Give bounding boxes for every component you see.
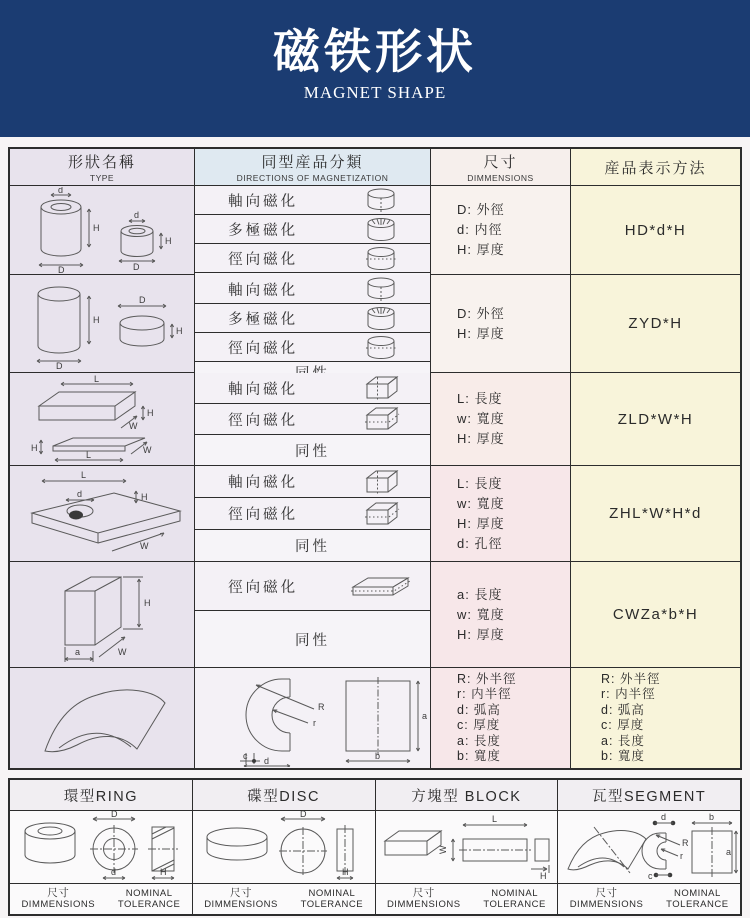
- magnetization-option: [195, 215, 430, 244]
- magnetization-label: 軸向磁化: [228, 381, 299, 398]
- block-views-diagram: [377, 811, 555, 883]
- magnetization-option: [195, 466, 430, 498]
- dimension-line: d: 弧高: [601, 702, 645, 717]
- dim-label-d: d: [77, 489, 83, 499]
- dim-label-b: b: [374, 751, 380, 761]
- size-label-en: DIMMENSIONS: [386, 899, 461, 910]
- dimension-line: b: 寬度: [457, 749, 501, 763]
- magnetization-label: 軸向磁化: [228, 475, 299, 491]
- size-label-en: DIMMENSIONS: [21, 899, 96, 910]
- dim-label-H: H: [141, 492, 148, 502]
- magnetization-option: [195, 530, 430, 561]
- magnetization-option: [195, 333, 430, 362]
- dim-label-d: d: [134, 210, 140, 220]
- product-code: ZHL*W*H*d: [609, 505, 702, 522]
- dimension-line: a: 長度: [457, 586, 503, 602]
- block-with-hole-diagram: [14, 467, 190, 560]
- size-label-zh: 尺寸: [47, 887, 70, 899]
- dim-label-R: R: [682, 838, 689, 848]
- dim-label-r: r: [312, 718, 316, 728]
- magnetization-label: 多極磁化: [228, 222, 299, 239]
- dimension-line: H: 厚度: [457, 515, 505, 531]
- magnetization-option: [195, 304, 430, 333]
- header-disc: 碟型DISC: [192, 780, 375, 810]
- dimension-line: r: 内半徑: [601, 687, 656, 701]
- dimension-line: r: 内半徑: [457, 687, 512, 701]
- size-label-zh: 尺寸: [412, 887, 435, 899]
- radial-block-icon: [331, 500, 430, 528]
- dimension-line: d: 弧高: [457, 702, 501, 717]
- dimension-line: H: 厚度: [457, 626, 505, 642]
- dim-label-H: H: [165, 236, 172, 246]
- flat-block-magnetization-cell: [194, 373, 430, 465]
- dimension-line: d: 孔徑: [457, 535, 503, 551]
- radial-cylinder-icon: [331, 333, 430, 361]
- cylinder-diagram: [15, 276, 189, 371]
- dim-label-H: H: [31, 443, 38, 453]
- shape-family-table: [8, 778, 742, 916]
- axial-cylinder-icon: [331, 275, 430, 303]
- header-block: 方塊型 BLOCK: [375, 780, 558, 810]
- tall-block-code-cell: [570, 562, 740, 667]
- disc-footer-cell: [192, 884, 375, 914]
- dimension-line: c: 厚度: [457, 718, 501, 732]
- product-code: ZYD*H: [628, 315, 683, 332]
- dim-label-H: H: [540, 871, 547, 881]
- ring-diagram: [15, 187, 189, 273]
- product-code: ZLD*W*H: [617, 410, 694, 428]
- size-label: [387, 888, 461, 910]
- ring-views-cell: [10, 811, 192, 883]
- magnetization-label: 同性: [295, 539, 330, 555]
- dim-label-c: c: [242, 751, 247, 761]
- ring-footer-cell: [10, 884, 192, 914]
- dim-label-a: a: [75, 647, 81, 657]
- dim-label-a: a: [726, 847, 732, 857]
- size-label: [204, 888, 278, 910]
- tolerance-label: [301, 888, 363, 910]
- table-row-segment: [10, 667, 740, 768]
- block-views-cell: [375, 811, 558, 883]
- size-label: [570, 888, 644, 910]
- dimension-line: R: 外半徑: [457, 671, 517, 686]
- segment-tile-diagram: [15, 669, 189, 767]
- segment-dimensions-cell: [430, 668, 570, 768]
- magnetization-option: [195, 562, 430, 611]
- axial-block-icon: [331, 468, 430, 496]
- shape-family-header-row: [10, 780, 740, 811]
- tall-block-magnetization-cell: [194, 562, 430, 667]
- header-type: [10, 149, 194, 185]
- flat-block-diagram: [15, 374, 189, 464]
- segment-shape-drawing: [10, 668, 194, 768]
- ring-dimensions-cell: [430, 186, 570, 274]
- tall-block-shape-drawing: [10, 562, 194, 667]
- magnetization-option: [195, 275, 430, 304]
- multipole-cylinder-icon: [331, 304, 430, 332]
- tolerance-label-line2: TOLERANCE: [483, 899, 546, 910]
- dimension-line: D: 外徑: [457, 202, 505, 217]
- magnetization-label: 徑向磁化: [228, 412, 299, 429]
- magnetization-label: 多極磁化: [228, 311, 299, 328]
- dimension-line: a: 長度: [601, 733, 645, 748]
- tall-block-dimensions-cell: [430, 562, 570, 667]
- tolerance-label: [666, 888, 728, 910]
- table-row-ring: [10, 185, 740, 274]
- size-label-en: DIMMENSIONS: [204, 899, 278, 910]
- dim-label-D: D: [133, 262, 140, 272]
- magnetization-label: 同性: [295, 443, 330, 460]
- dim-label-W: W: [438, 845, 449, 854]
- segment-views-diagram: [560, 811, 738, 883]
- radial-slab-icon: [331, 572, 430, 600]
- magnet-shape-table: [8, 147, 742, 770]
- magnetization-option: [195, 186, 430, 215]
- segment-section-diagram: [196, 669, 430, 767]
- table-row-flat-block: [10, 372, 740, 465]
- tall-block-diagram: [15, 563, 189, 666]
- table-row-tall-block: [10, 561, 740, 667]
- dim-label-r: r: [680, 851, 684, 861]
- dimension-line: H: 厚度: [457, 242, 505, 257]
- dimension-line: a: 長度: [457, 733, 501, 748]
- header-product-code: [570, 149, 740, 185]
- tolerance-label-line2: TOLERANCE: [666, 899, 729, 910]
- block-with-hole-magnetization-cell: [194, 466, 430, 561]
- magnetization-option: [195, 611, 430, 667]
- tolerance-label: [483, 888, 545, 910]
- page-subtitle: MAGNET SHAPE: [303, 82, 447, 102]
- header-dimensions-en: DIMMENSIONS: [467, 173, 534, 183]
- dim-label-W: W: [129, 421, 138, 431]
- block-with-hole-dimensions-cell: [430, 466, 570, 561]
- dim-label-H: H: [176, 326, 183, 336]
- shape-family-drawings-row: [10, 811, 740, 883]
- tolerance-label-line1: NOMINAL: [125, 888, 173, 899]
- dim-label-H: H: [159, 867, 167, 877]
- dimension-line: D: 外徑: [457, 305, 505, 321]
- tolerance-label-line2: TOLERANCE: [300, 899, 364, 910]
- tolerance-label-line1: NOMINAL: [491, 888, 538, 899]
- header-segment: 瓦型SEGMENT: [557, 780, 740, 810]
- cylinder-shape-drawing: [10, 275, 194, 372]
- block-with-hole-shape-drawing: [10, 466, 194, 561]
- dim-label-D: D: [56, 361, 63, 371]
- dim-label-d: d: [110, 867, 116, 877]
- size-label: [21, 888, 95, 910]
- header-dimensions-zh: 尺寸: [483, 154, 518, 171]
- cylinder-magnetization-cell: [194, 275, 430, 372]
- dim-label-a: a: [421, 711, 427, 721]
- block-footer-cell: [375, 884, 558, 914]
- dim-label-c: c: [648, 871, 653, 881]
- page-title: 磁铁形状: [273, 25, 477, 78]
- cylinder-code-cell: [570, 275, 740, 372]
- axial-block-icon: [331, 374, 430, 402]
- header-magnetization: [194, 149, 430, 185]
- magnetization-label: 徑向磁化: [228, 579, 299, 596]
- dim-label-H: H: [144, 598, 151, 608]
- size-label-zh: 尺寸: [595, 887, 618, 899]
- header-dimensions: [430, 149, 570, 185]
- dim-label-D: D: [110, 811, 118, 819]
- magnetization-option: [195, 498, 430, 530]
- magnetization-label: 徑向磁化: [228, 340, 299, 357]
- dim-label-H: H: [93, 223, 100, 233]
- header-type-en: TYPE: [89, 173, 115, 183]
- dim-label-d: d: [661, 812, 667, 822]
- block-with-hole-code-cell: [570, 466, 740, 561]
- segment-footer-cell: [557, 884, 740, 914]
- dim-label-D: D: [139, 295, 146, 305]
- dimension-line: L: 長度: [457, 391, 503, 406]
- product-code: HD*d*H: [624, 221, 687, 239]
- dim-label-d: d: [58, 187, 64, 195]
- dim-label-b: b: [709, 812, 715, 822]
- magnetization-label: 同性: [295, 632, 330, 649]
- header-ring: 環型RING: [10, 780, 192, 810]
- header-product-code-zh: 産品表示方法: [604, 159, 707, 177]
- shape-family-footer-row: [10, 883, 740, 914]
- dim-label-L: L: [86, 450, 92, 460]
- dimension-line: H: 厚度: [457, 325, 505, 341]
- magnetization-option: [195, 373, 430, 404]
- segment-section-diagram-cell: [195, 668, 430, 768]
- tolerance-label-line1: NOMINAL: [308, 888, 356, 899]
- dim-label-d: d: [263, 756, 269, 766]
- size-label-zh: 尺寸: [229, 887, 252, 899]
- dim-label-L: L: [81, 470, 87, 480]
- dimension-line: R: 外半徑: [601, 671, 661, 686]
- dim-label-W: W: [143, 445, 152, 455]
- ring-shape-drawing: [10, 186, 194, 274]
- magnetization-option: [195, 435, 430, 465]
- segment-magnetization-cell: [194, 668, 430, 768]
- dimension-line: H: 厚度: [457, 431, 505, 446]
- dim-label-H: H: [93, 315, 100, 325]
- dim-label-L: L: [94, 374, 100, 384]
- dim-label-L: L: [492, 814, 498, 824]
- dimension-line: c: 厚度: [601, 718, 645, 732]
- dimension-line: w: 寬度: [457, 606, 505, 622]
- magnetization-label: 徑向磁化: [228, 507, 299, 523]
- tolerance-label-line2: TOLERANCE: [117, 899, 181, 910]
- magnetization-label: 軸向磁化: [228, 193, 299, 210]
- dim-label-D: D: [58, 265, 65, 273]
- dimension-line: L: 長度: [457, 475, 503, 491]
- ring-magnetization-cell: [194, 186, 430, 274]
- table-row-cylinder: [10, 274, 740, 372]
- header-type-zh: 形狀名稱: [67, 154, 136, 171]
- dim-label-H: H: [341, 867, 349, 877]
- flat-block-code-cell: [570, 373, 740, 465]
- segment-views-cell: [557, 811, 740, 883]
- disc-views-cell: [192, 811, 375, 883]
- size-label-en: DIMMENSIONS: [569, 899, 644, 910]
- axial-cylinder-icon: [331, 186, 430, 214]
- header-magnetization-zh: 同型産品分類: [261, 154, 364, 171]
- table-header-row: [10, 149, 740, 185]
- tolerance-label: [118, 888, 180, 910]
- header-magnetization-en: DIRECTIONS OF MAGNETIZATION: [236, 173, 389, 183]
- table-row-block-with-hole: [10, 465, 740, 561]
- multipole-cylinder-icon: [331, 215, 430, 243]
- flat-block-dimensions-cell: [430, 373, 570, 465]
- radial-cylinder-icon: [331, 244, 430, 272]
- flat-block-shape-drawing: [10, 373, 194, 465]
- disc-views-diagram: [195, 811, 373, 883]
- product-code: CWZa*b*H: [612, 606, 699, 623]
- magnetization-label: 徑向磁化: [228, 251, 299, 268]
- dim-label-R: R: [317, 702, 324, 712]
- tolerance-label-line1: NOMINAL: [673, 888, 721, 899]
- ring-code-cell: [570, 186, 740, 274]
- dimension-line: d: 内徑: [457, 222, 503, 237]
- dimension-line: w: 寬度: [457, 495, 505, 511]
- magnetization-label: 軸向磁化: [228, 282, 299, 299]
- ring-views-diagram: [12, 811, 190, 883]
- cylinder-dimensions-cell: [430, 275, 570, 372]
- page-banner: [0, 0, 750, 137]
- dimension-line: w: 寬度: [457, 411, 505, 426]
- magnetization-option: [195, 244, 430, 273]
- dim-label-H: H: [147, 408, 154, 418]
- radial-block-icon: [331, 405, 430, 433]
- dim-label-D: D: [299, 811, 307, 819]
- dimension-line: b: 寬度: [601, 749, 645, 763]
- dim-label-W: W: [118, 647, 127, 657]
- magnetization-option: [195, 404, 430, 435]
- dim-label-W: W: [140, 541, 149, 551]
- segment-code-cell: [570, 668, 740, 768]
